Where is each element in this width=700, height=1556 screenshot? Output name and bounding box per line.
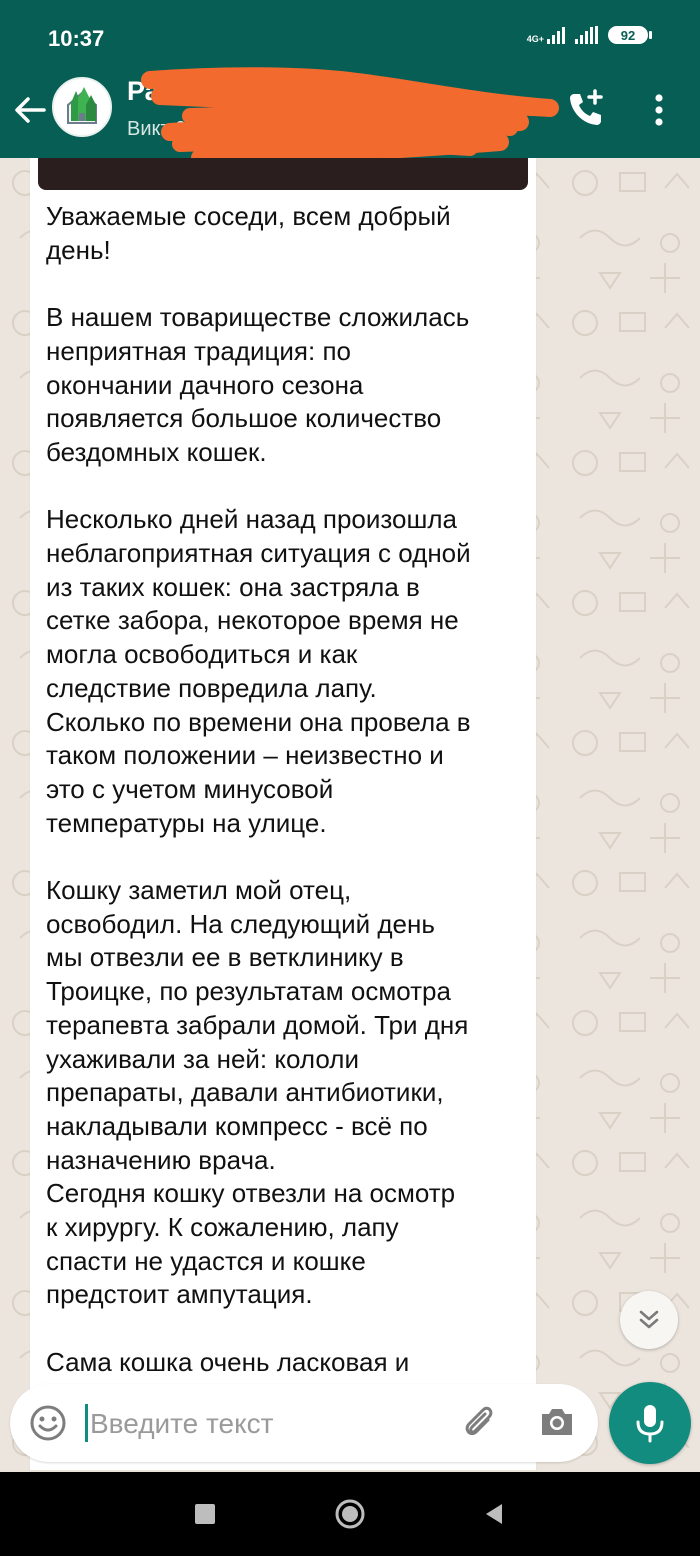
message-line: Уважаемые соседи, всем добрый xyxy=(46,201,451,231)
message-line: из таких кошек: она застряла в xyxy=(46,571,420,602)
message-composer xyxy=(10,1384,598,1462)
message-bubble[interactable] xyxy=(30,158,536,1470)
paragraph-gap xyxy=(46,267,526,301)
message-line: препараты, давали антибиотики, xyxy=(46,1077,444,1108)
paragraph-gap xyxy=(46,1312,526,1346)
system-nav-bar xyxy=(0,1472,700,1556)
status-bar xyxy=(0,0,700,60)
contact-name[interactable]: Ра xyxy=(127,76,160,106)
message-line: назначению врача. xyxy=(46,1144,276,1175)
message-line: окончании дачного сезона xyxy=(46,369,364,400)
network-type-label: 4G+ xyxy=(526,34,544,44)
recents-button[interactable] xyxy=(195,1504,215,1524)
more-vert-icon xyxy=(642,90,676,130)
contact-subtitle[interactable]: Викт 901 778 11-8... xyxy=(127,118,309,140)
chat-header xyxy=(0,60,700,158)
microphone-icon xyxy=(632,1402,668,1444)
scroll-to-bottom-button[interactable] xyxy=(620,1291,678,1349)
message-line: следствие повредила лапу. xyxy=(46,672,377,703)
message-line: появляется большое количество xyxy=(46,403,442,434)
message-text xyxy=(46,200,526,1380)
signal-4g-icon xyxy=(527,26,565,44)
signal-bars-icon xyxy=(575,26,598,44)
chat-area[interactable] xyxy=(0,158,700,1470)
message-line: Сегодня кошку отвезли на осмотр xyxy=(46,1178,456,1209)
message-line: терапевта забрали домой. Три дня xyxy=(46,1009,469,1040)
battery-icon xyxy=(608,26,652,44)
add-call-button[interactable] xyxy=(565,88,607,130)
arrow-left-icon xyxy=(10,90,50,130)
message-line: неблагоприятная ситуация с одной xyxy=(46,538,471,568)
emoji-button[interactable] xyxy=(28,1403,68,1443)
camera-button[interactable] xyxy=(537,1402,577,1442)
message-line: Несколько дней назад произошла xyxy=(46,504,457,535)
back-button[interactable] xyxy=(10,90,50,130)
home-circle-icon xyxy=(334,1498,366,1530)
message-line: освободил. На следующий день xyxy=(46,908,435,939)
paragraph-gap xyxy=(46,840,526,874)
message-media-preview[interactable] xyxy=(38,158,528,190)
camera-icon xyxy=(537,1402,577,1442)
message-line: Троицке, по результатам осмотра xyxy=(46,976,451,1007)
message-line: температуры на улице. xyxy=(46,807,327,838)
status-time: 10:37 xyxy=(48,26,105,51)
message-line: предстоит ампутация. xyxy=(46,1279,313,1310)
paragraph-gap xyxy=(46,470,526,504)
message-line: к хирургу. К сожалению, лапу xyxy=(46,1212,399,1243)
system-back-button[interactable] xyxy=(482,1502,506,1526)
message-line: Сама кошка очень ласковая и xyxy=(46,1346,410,1377)
message-line: В нашем товариществе сложилась xyxy=(46,302,470,333)
home-button[interactable] xyxy=(334,1498,366,1530)
message-line: бездомных кошек. xyxy=(46,436,267,467)
message-line: мы отвезли ее в ветклинику в xyxy=(46,942,404,973)
emoji-icon xyxy=(28,1403,68,1443)
status-icons xyxy=(527,26,652,44)
message-line: ухаживали за ней: кололи xyxy=(46,1043,359,1074)
more-options-button[interactable] xyxy=(642,90,676,130)
message-line: это с учетом минусовой xyxy=(46,773,334,804)
double-chevron-down-icon xyxy=(635,1306,663,1334)
message-line: Сколько по времени она провела в xyxy=(46,706,471,737)
redaction-scribble xyxy=(140,66,560,166)
paperclip-icon xyxy=(458,1402,498,1442)
voice-message-button[interactable] xyxy=(609,1382,691,1464)
phone-add-icon xyxy=(565,88,607,130)
avatar[interactable] xyxy=(52,77,112,137)
message-line: день! xyxy=(46,234,111,265)
message-line: таком положении – неизвестно и xyxy=(46,740,444,771)
message-input[interactable] xyxy=(88,1402,432,1446)
triangle-back-icon xyxy=(482,1502,506,1526)
battery-level: 92 xyxy=(620,27,636,43)
message-line: спасти не удастся и кошке xyxy=(46,1245,366,1276)
message-line: сетке забора, некоторое время не xyxy=(46,605,459,636)
community-logo xyxy=(54,79,110,135)
attach-button[interactable] xyxy=(458,1402,498,1442)
message-line: накладывали компресс - всё по xyxy=(46,1110,428,1141)
message-line: могла освободиться и как xyxy=(46,639,358,670)
message-line: Кошку заметил мой отец, xyxy=(46,875,352,906)
message-line: неприятная традиция: по xyxy=(46,335,351,366)
